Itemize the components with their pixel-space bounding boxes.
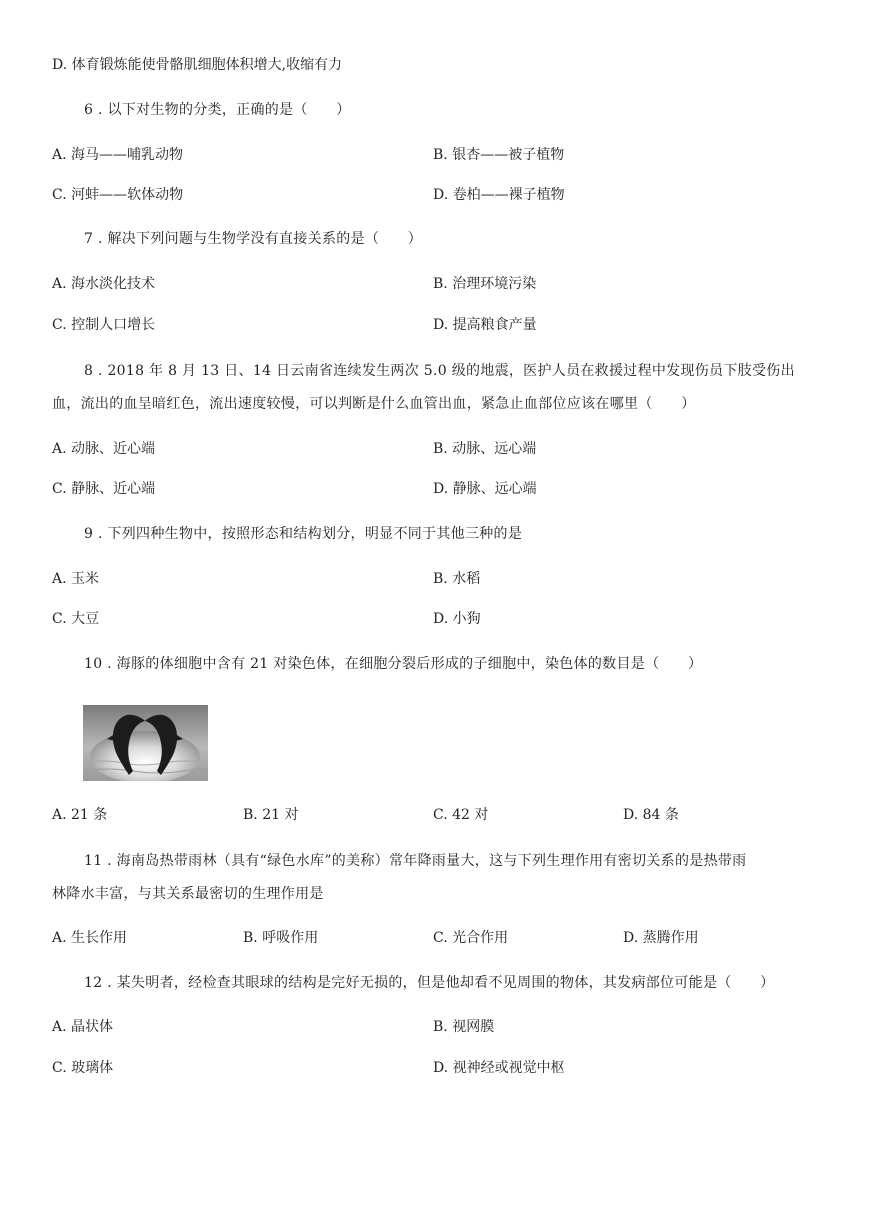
question-9-option-c[interactable]: C. 大豆 [52, 611, 100, 627]
question-12-option-a[interactable]: A. 晶状体 [52, 1019, 114, 1035]
question-8-stem-line2: 血，流出的血呈暗红色，流出速度较慢，可以判断是什么血管出血，紧急止血部位应该在哪里（ ） [52, 396, 696, 412]
dolphins-illustration [83, 705, 208, 781]
question-11-option-b[interactable]: B. 呼吸作用 [243, 930, 319, 946]
question-10-option-d[interactable]: D. 84 条 [623, 807, 679, 823]
prev-question-option-d: D. 体育锻炼能使骨骼肌细胞体积增大,收缩有力 [52, 57, 343, 73]
question-6-option-a[interactable]: A. 海马——哺乳动物 [52, 147, 184, 163]
question-9-option-d[interactable]: D. 小狗 [433, 611, 481, 627]
question-6-option-c[interactable]: C. 河蚌——软体动物 [52, 187, 184, 203]
question-9-option-a[interactable]: A. 玉米 [52, 571, 100, 587]
question-9-option-b[interactable]: B. 水稻 [433, 571, 481, 587]
question-7-option-c[interactable]: C. 控制人口增长 [52, 317, 156, 333]
question-7-option-a[interactable]: A. 海水淡化技术 [52, 276, 156, 292]
question-11-stem-line1: 11 . 海南岛热带雨林（具有“绿色水库”的美称）常年降雨量大，这与下列生理作用有密切关系的是热带雨 [84, 853, 747, 869]
dolphins-image [83, 705, 208, 781]
question-10-stem: 10 . 海豚的体细胞中含有 21 对染色体，在细胞分裂后形成的子细胞中，染色体的数目是（ ） [84, 656, 703, 672]
question-6-stem: 6 . 以下对生物的分类，正确的是（ ） [84, 102, 351, 118]
question-12-option-b[interactable]: B. 视网膜 [433, 1019, 495, 1035]
question-11-option-c[interactable]: C. 光合作用 [433, 930, 509, 946]
question-8-option-a[interactable]: A. 动脉、近心端 [52, 441, 156, 457]
question-8-option-b[interactable]: B. 动脉、远心端 [433, 441, 537, 457]
question-8-option-c[interactable]: C. 静脉、近心端 [52, 481, 156, 497]
question-10-option-b[interactable]: B. 21 对 [243, 807, 299, 823]
question-12-option-d[interactable]: D. 视神经或视觉中枢 [433, 1060, 565, 1076]
question-6-option-b[interactable]: B. 银杏——被子植物 [433, 147, 565, 163]
question-8-stem-line1: 8 . 2018 年 8 月 13 日、14 日云南省连续发生两次 5.0 级的地震，医护人员在救援过程中发现伤员下肢受伤出 [84, 363, 795, 379]
question-9-stem: 9 . 下列四种生物中，按照形态和结构划分，明显不同于其他三种的是 [84, 526, 523, 542]
question-12-option-c[interactable]: C. 玻璃体 [52, 1060, 114, 1076]
question-7-stem: 7 . 解决下列问题与生物学没有直接关系的是（ ） [84, 231, 423, 247]
question-7-option-d[interactable]: D. 提高粮食产量 [433, 317, 537, 333]
question-7-option-b[interactable]: B. 治理环境污染 [433, 276, 537, 292]
question-12-stem: 12 . 某失明者，经检查其眼球的结构是完好无损的，但是他却看不见周围的物体，其发病部位可能是（ ） [84, 975, 775, 991]
question-8-option-d[interactable]: D. 静脉、远心端 [433, 481, 537, 497]
question-11-option-d[interactable]: D. 蒸腾作用 [623, 930, 699, 946]
question-11-stem-line2: 林降水丰富，与其关系最密切的生理作用是 [52, 886, 324, 902]
question-11-option-a[interactable]: A. 生长作用 [52, 930, 128, 946]
question-10-option-c[interactable]: C. 42 对 [433, 807, 489, 823]
question-10-option-a[interactable]: A. 21 条 [52, 807, 108, 823]
question-6-option-d[interactable]: D. 卷柏——裸子植物 [433, 187, 565, 203]
